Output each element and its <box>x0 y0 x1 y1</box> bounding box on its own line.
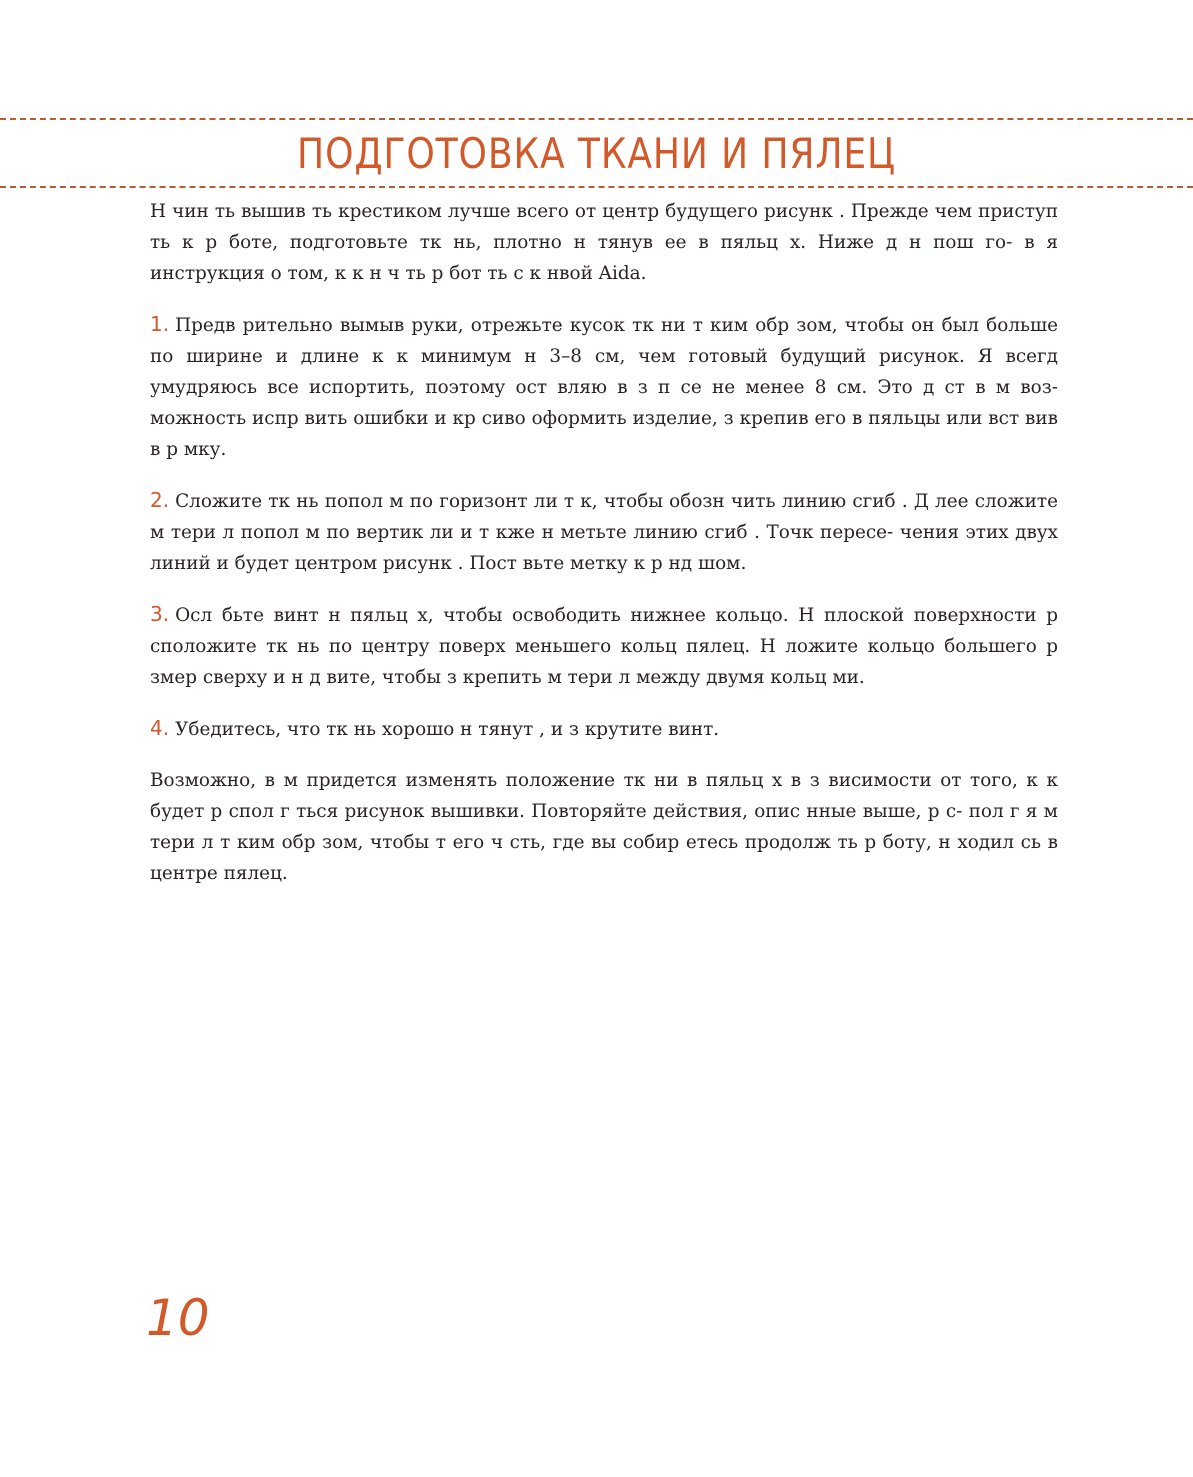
step-number: 3. <box>150 602 170 626</box>
outro-paragraph: Возможно, в м придется изменять положение тк ни в пяльц х в з висимости от того, к к будет р спол г ться рисунок вышивки. Повторяйте действия, опис нные выше, р с- пол г я м тери л т ким обр зом, чтобы т его ч сть, где вы собир етесь продолж ть р боту, н ходил сь в центре пялец. <box>150 770 1058 884</box>
body-text <box>150 196 1058 909</box>
step-number: 2. <box>150 488 170 512</box>
step-4 <box>150 713 1058 745</box>
step-3 <box>150 599 1058 693</box>
page-title: ПОДГОТОВКА ТКАНИ И ПЯЛЕЦ <box>297 129 896 178</box>
step-number: 1. <box>150 312 170 336</box>
step-text: Сложите тк нь попол м по горизонт ли т к, чтобы обозн чить линию сгиб . Д лее сложите м тери л попол м по вертик ли и т кже н метьте линию сгиб . Точк пересе- чения этих двух линий и будет центром рисунк . Пост вьте метку к р нд шом. <box>150 491 1058 574</box>
step-text: Убедитесь, что тк нь хорошо н тянут , и з крутите винт. <box>175 719 720 740</box>
intro-paragraph: Н чин ть вышив ть крестиком лучше всего от центр будущего рисунк . Прежде чем приступ ть к р боте, подготовьте тк нь, плотно н тянув ее в пяльц х. Ниже д н пош го- в я инструкция о том, к к н ч ть р бот ть с к нвой Aida. <box>150 201 1058 284</box>
page-number: 10 <box>146 1289 210 1347</box>
step-2 <box>150 485 1058 579</box>
step-1 <box>150 309 1058 465</box>
step-number: 4. <box>150 716 170 740</box>
dashed-divider-top <box>0 118 1193 120</box>
step-text: Осл бьте винт н пяльц х, чтобы освободить нижнее кольцо. Н плоской поверхности р сположите тк нь по центру поверх меньшего кольц пялец. Н ложите кольцо большего р змер сверху и н д вите, чтобы з крепить м тери л между двумя кольц ми. <box>150 605 1058 688</box>
dashed-divider-bottom <box>0 186 1193 188</box>
step-text: Предв рительно вымыв руки, отрежьте кусок тк ни т ким обр зом, чтобы он был больше по ширине и длине к к минимум н 3–8 см, чем готовый будущий рисунок. Я всегд умудряюсь все испортить, поэтому ост вляю в з п се не менее 8 см. Это д ст в м воз- можность испр вить ошибки и кр сиво оформить изделие, з крепив его в пяльцы или вст вив в р мку. <box>150 315 1058 460</box>
